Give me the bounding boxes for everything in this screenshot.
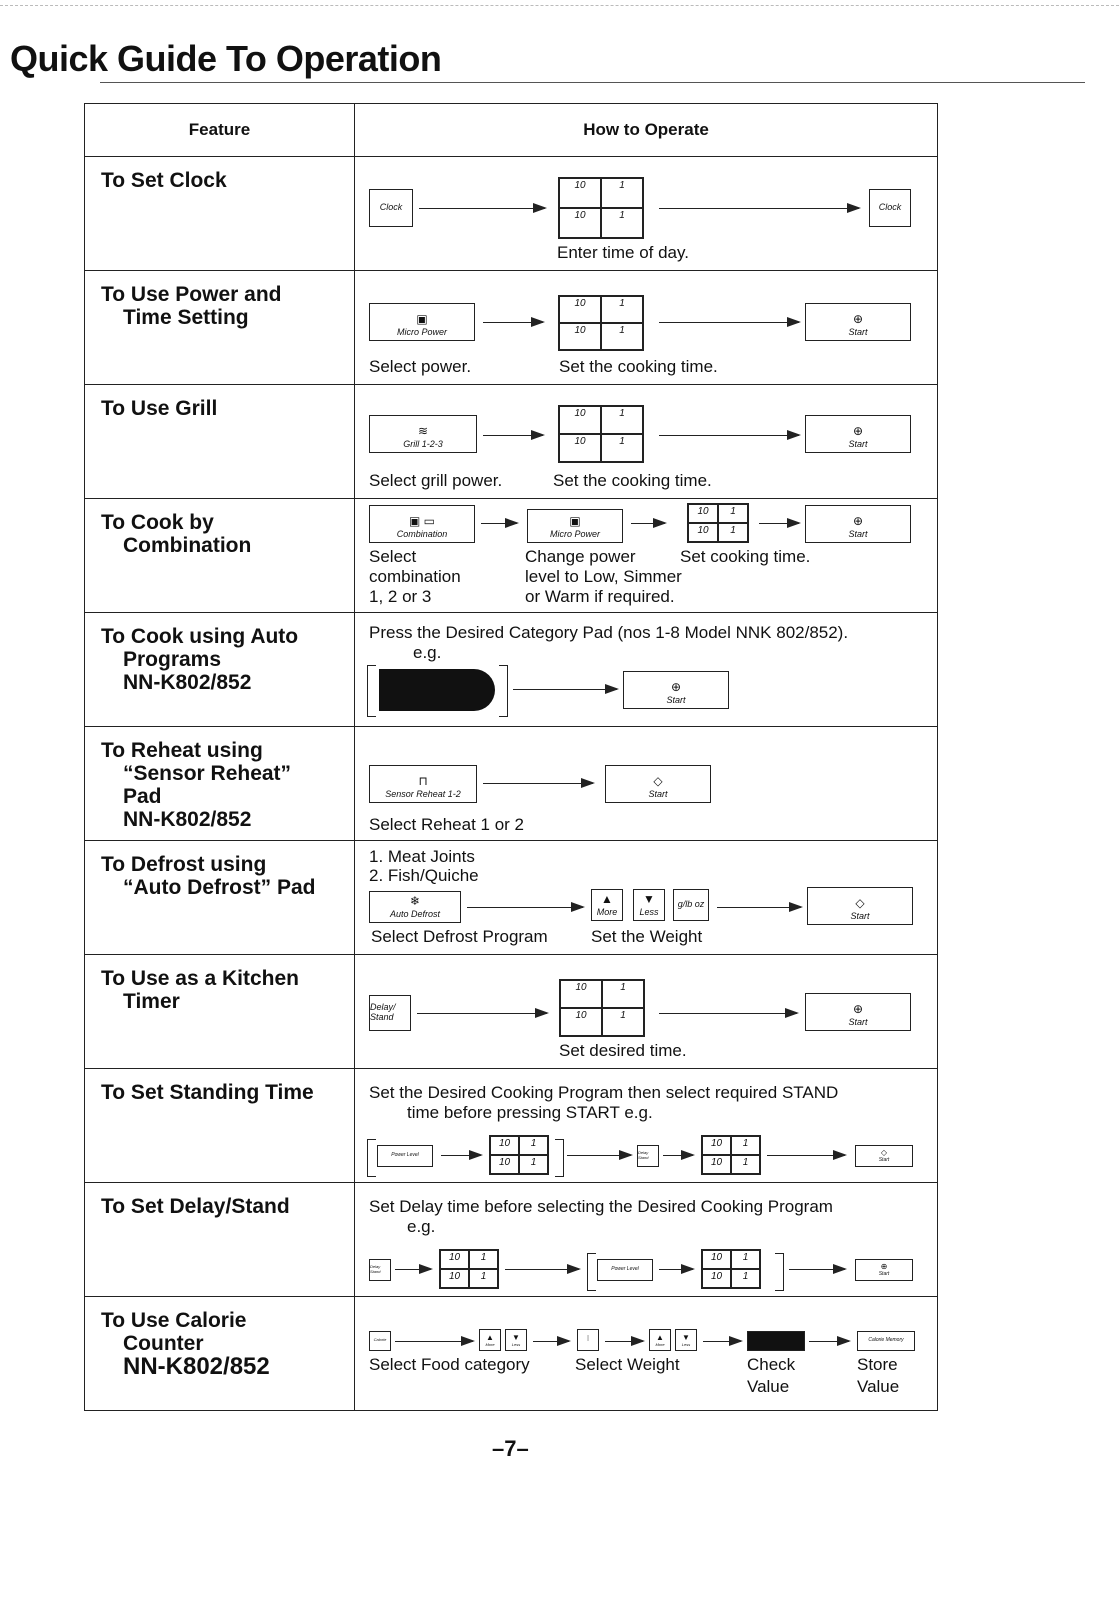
feature-cell — [85, 385, 355, 499]
feature-cell — [85, 955, 355, 1069]
table-row — [85, 841, 938, 955]
step-note: Check — [747, 1355, 796, 1374]
arrow — [659, 322, 799, 323]
operation-cell — [355, 499, 938, 613]
start-key: ◇ Start — [605, 765, 711, 803]
time-keypad: 10 1 10 1 — [701, 1135, 761, 1175]
sensor-reheat-key: ⊓ Sensor Reheat 1-2 — [369, 765, 477, 803]
operation-cell — [355, 157, 938, 271]
operation-cell — [355, 727, 938, 841]
arrow — [703, 1341, 741, 1342]
bracket — [587, 1253, 596, 1291]
table-row — [85, 955, 938, 1069]
start-key: ⊕ Start — [855, 1259, 913, 1281]
table-row — [85, 1069, 938, 1183]
arrow — [483, 435, 543, 436]
step-note: Enter time of day. — [557, 243, 689, 262]
start-key: ⊕ Start — [805, 505, 911, 543]
feature-text: NN-K802/852 — [123, 1353, 270, 1380]
step-note: Store — [857, 1355, 898, 1374]
operation-cell — [355, 1069, 938, 1183]
start-key: ⊕ Start — [805, 993, 911, 1031]
arrow — [659, 208, 859, 209]
auto-defrost-key: ❄ Auto Defrost — [369, 891, 461, 923]
feature-cell — [85, 271, 355, 385]
table-row — [85, 1297, 938, 1411]
check-value-key — [747, 1331, 805, 1351]
step-note: Select Defrost Program — [371, 927, 548, 946]
feature-text: To Set Delay/Stand — [101, 1195, 290, 1218]
feature-text: To Defrost using — [101, 853, 267, 876]
arrow — [481, 523, 517, 524]
top-rule — [0, 5, 1119, 6]
step-note: e.g. — [413, 643, 442, 662]
header-feature: Feature — [85, 104, 355, 157]
arrow — [483, 783, 593, 784]
arrow — [395, 1341, 473, 1342]
step-note: Select Reheat 1 or 2 — [369, 815, 524, 834]
arrow — [419, 208, 545, 209]
feature-text: “Sensor Reheat” — [123, 762, 292, 785]
operation-cell — [355, 1183, 938, 1297]
arrow — [467, 907, 583, 908]
start-key: ◇ Start — [807, 887, 913, 925]
bracket — [367, 1139, 376, 1177]
time-keypad: 10 1 10 1 — [439, 1249, 499, 1289]
step-note: Select Food category — [369, 1355, 530, 1374]
time-keypad: 10 1 10 1 — [687, 503, 749, 543]
step-note: Press the Desired Category Pad (nos 1-8 Model NNK 802/852). — [369, 623, 849, 642]
step-note: Select grill power. — [369, 471, 503, 490]
feature-text: NN-K802/852 — [123, 671, 252, 694]
page-title: Quick Guide To Operation — [10, 38, 442, 79]
step-note: Set Delay time before selecting the Desired Cooking Program — [369, 1197, 833, 1216]
step-note: 1, 2 or 3 — [369, 587, 432, 606]
arrow — [659, 435, 799, 436]
feature-cell — [85, 727, 355, 841]
table-row — [85, 499, 938, 613]
arrow — [513, 689, 617, 690]
step-note: Set cooking time. — [680, 547, 811, 566]
feature-cell — [85, 1069, 355, 1183]
less-key: ▼ Less — [505, 1329, 527, 1351]
feature-text: To Cook by — [101, 511, 214, 534]
step-note: or Warm if required. — [525, 587, 675, 606]
micro-power-key: ▣ Micro Power — [527, 509, 623, 543]
feature-cell — [85, 841, 355, 955]
delay-stand-key: Delay Stand — [637, 1145, 659, 1167]
feature-text: Pad — [123, 785, 162, 808]
arrow — [659, 1013, 797, 1014]
bracket — [555, 1139, 564, 1177]
feature-text: To Use as a Kitchen — [101, 967, 300, 990]
start-key: ⊕ Start — [623, 671, 729, 709]
delay-stand-key: Delay/ Stand — [369, 995, 411, 1031]
bracket — [775, 1253, 784, 1291]
delay-stand-key: Delay Stand — [369, 1259, 391, 1281]
feature-cell — [85, 499, 355, 613]
feature-cell — [85, 1297, 355, 1411]
list-item: 1. Meat Joints — [369, 847, 475, 866]
less-key: ▼ Less — [675, 1329, 697, 1351]
title-rule — [100, 82, 1085, 83]
arrow — [533, 1341, 569, 1342]
time-keypad: 10 1 10 1 — [701, 1249, 761, 1289]
step-note: Set the Weight — [591, 927, 703, 946]
arrow — [717, 907, 801, 908]
time-keypad: 10 1 10 1 — [489, 1135, 549, 1175]
arrow — [659, 1269, 693, 1270]
arrow — [505, 1269, 579, 1270]
feature-text: To Use Calorie — [101, 1309, 247, 1332]
step-note: e.g. — [407, 1217, 436, 1236]
feature-text: To Use Power and — [101, 283, 282, 306]
feature-text: To Set Standing Time — [101, 1081, 314, 1104]
feature-text: To Use Grill — [101, 397, 218, 420]
feature-cell — [85, 157, 355, 271]
more-key: ▲ More — [479, 1329, 501, 1351]
step-note: Change power — [525, 547, 636, 566]
arrow — [759, 523, 799, 524]
arrow — [417, 1013, 547, 1014]
category-pad — [379, 669, 495, 711]
feature-text: Timer — [123, 990, 180, 1013]
feature-text: Counter — [123, 1332, 204, 1355]
operation-cell — [355, 385, 938, 499]
step-note: level to Low, Simmer — [525, 567, 682, 586]
time-keypad: 10 1 10 1 — [558, 405, 644, 463]
start-key: ⊕ Start — [805, 415, 911, 453]
feature-text: To Cook using Auto — [101, 625, 299, 648]
bracket — [367, 665, 376, 717]
step-note: Set the Desired Cooking Program then select required STAND — [369, 1083, 839, 1102]
step-note: Select Weight — [575, 1355, 680, 1374]
table-row — [85, 385, 938, 499]
weight-key: ⁝ — [577, 1329, 599, 1351]
arrow — [605, 1341, 643, 1342]
table-row — [85, 271, 938, 385]
start-key: ⊕ Start — [805, 303, 911, 341]
page-number: –7– — [492, 1436, 529, 1461]
step-note: Select power. — [369, 357, 472, 376]
arrow — [767, 1155, 845, 1156]
operation-cell — [355, 955, 938, 1069]
step-note: time before pressing START e.g. — [407, 1103, 653, 1122]
clock-key: Clock — [369, 189, 413, 227]
feature-text: NN-K802/852 — [123, 808, 252, 831]
feature-text: To Set Clock — [101, 169, 227, 192]
table-row — [85, 613, 938, 727]
feature-cell — [85, 613, 355, 727]
less-key: ▼ Less — [633, 889, 665, 921]
feature-text: “Auto Defrost” Pad — [123, 876, 316, 899]
feature-text: Time Setting — [123, 306, 249, 329]
arrow — [483, 322, 543, 323]
time-keypad: 10 1 10 1 — [558, 177, 644, 239]
header-how: How to Operate — [355, 104, 938, 157]
table-row — [85, 1183, 938, 1297]
step-note: Set desired time. — [559, 1041, 687, 1060]
step-note: Select — [369, 547, 417, 566]
more-key: ▲ More — [591, 889, 623, 921]
step-note: combination — [369, 567, 461, 586]
bracket — [499, 665, 508, 717]
arrow — [809, 1341, 849, 1342]
time-keypad: 10 1 10 1 — [559, 979, 645, 1037]
power-level-key: Power Level — [377, 1145, 433, 1167]
store-value-key: Calorie Memory — [857, 1331, 915, 1351]
feature-cell — [85, 1183, 355, 1297]
arrow — [567, 1155, 631, 1156]
operation-cell — [355, 613, 938, 727]
arrow — [631, 523, 665, 524]
table-row — [85, 727, 938, 841]
weight-key: g/lb oz — [673, 889, 709, 921]
start-key: ◇ Start — [855, 1145, 913, 1167]
combination-key: ▣ ▭ Combination — [369, 505, 475, 543]
operation-cell — [355, 841, 938, 955]
calorie-key: Calorie — [369, 1331, 391, 1351]
operation-cell — [355, 271, 938, 385]
grill-key: ≋ Grill 1-2-3 — [369, 415, 477, 453]
time-keypad: 10 1 10 1 — [558, 295, 644, 351]
micro-power-key: ▣ Micro Power — [369, 303, 475, 341]
step-note: Set the cooking time. — [553, 471, 712, 490]
arrow — [441, 1155, 481, 1156]
feature-text: To Reheat using — [101, 739, 263, 762]
feature-text: Programs — [123, 648, 222, 671]
step-note: Value — [747, 1377, 790, 1396]
step-note: Value — [857, 1377, 900, 1396]
arrow — [789, 1269, 845, 1270]
clock-key: Clock — [869, 189, 911, 227]
feature-text: Combination — [123, 534, 252, 557]
header-row — [85, 104, 938, 157]
table-row — [85, 157, 938, 271]
arrow — [663, 1155, 693, 1156]
arrow — [395, 1269, 431, 1270]
operation-cell — [355, 1297, 938, 1411]
step-note: Set the cooking time. — [559, 357, 718, 376]
operation-table — [84, 103, 938, 1411]
more-key: ▲ More — [649, 1329, 671, 1351]
power-level-key: Power Level — [597, 1259, 653, 1281]
list-item: 2. Fish/Quiche — [369, 866, 479, 885]
